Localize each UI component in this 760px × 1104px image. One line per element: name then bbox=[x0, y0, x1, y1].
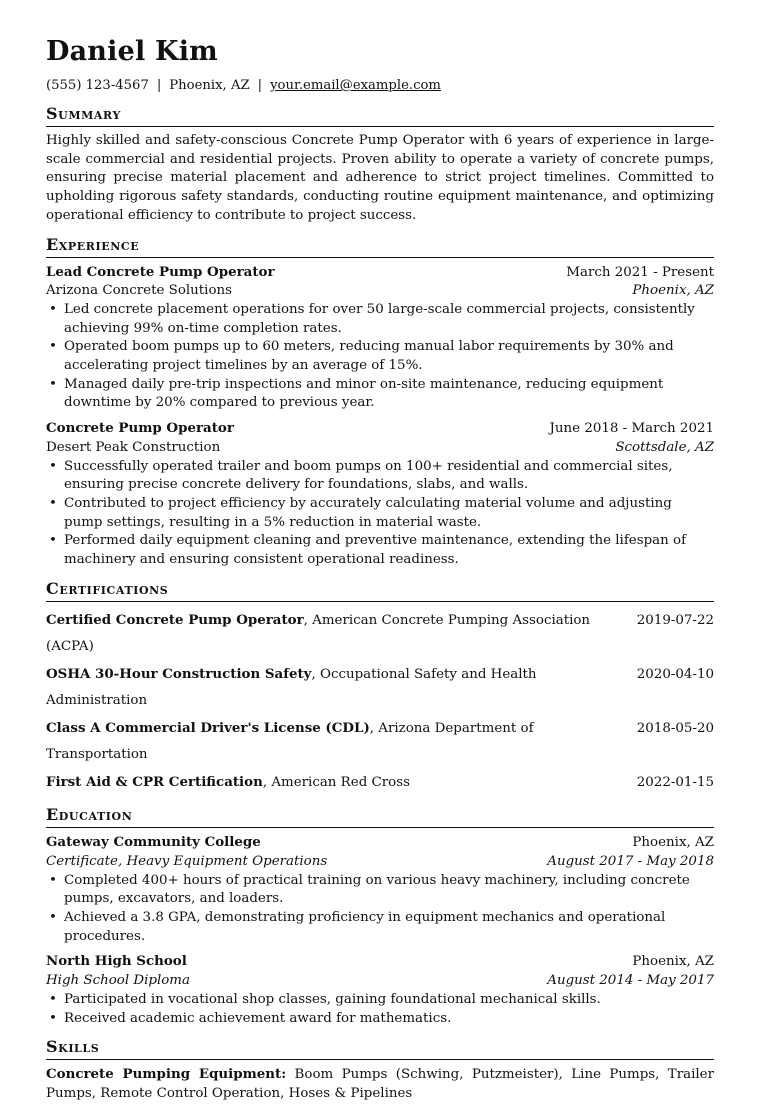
company-name: Arizona Concrete Solutions bbox=[46, 283, 233, 299]
bullet-text: Contributed to project efficiency by accurately calculating material volume and adjusting pump settings, resulting in a 5% reduction in material waste. bbox=[64, 495, 672, 530]
section-title-experience: Experience bbox=[46, 235, 714, 258]
degree-row bbox=[46, 853, 714, 872]
bullet-icon: • bbox=[49, 458, 57, 474]
bullet-item bbox=[49, 495, 714, 532]
phone-number: (555) 123-4567 bbox=[46, 78, 149, 93]
separator: | bbox=[257, 78, 263, 93]
separator: | bbox=[156, 78, 162, 93]
bullet-text: Performed daily equipment cleaning and preventive maintenance, extending the lifespan of machinery and ensuring consistent operational readiness. bbox=[64, 533, 687, 568]
bullet-text: Completed 400+ hours of practical training on various heavy machinery, including concrete pumps, excavators, and loaders. bbox=[64, 872, 690, 907]
section-title-skills: Skills bbox=[46, 1037, 714, 1060]
certification-name: Class A Commercial Driver's License (CDL) bbox=[46, 719, 370, 736]
experience-entry bbox=[46, 263, 714, 414]
job-header bbox=[46, 263, 714, 283]
certification-date: 2018-05-20 bbox=[636, 720, 714, 736]
certification-item bbox=[46, 715, 714, 769]
skills-text bbox=[46, 1065, 714, 1103]
job-bullets bbox=[46, 301, 714, 413]
certification-name: Certified Concrete Pump Operator bbox=[46, 611, 304, 628]
experience-entry bbox=[46, 419, 714, 570]
bullet-icon: • bbox=[49, 872, 57, 888]
bullet-icon: • bbox=[49, 495, 57, 511]
bullet-item bbox=[49, 338, 714, 375]
job-location: Phoenix, AZ bbox=[632, 283, 714, 299]
candidate-name: Daniel Kim bbox=[46, 36, 218, 67]
certification-issuer: , American Concrete Pumping Association (ACPA) bbox=[46, 612, 591, 655]
job-company-row bbox=[46, 282, 714, 301]
bullet-icon: • bbox=[49, 910, 57, 926]
bullet-icon: • bbox=[49, 533, 57, 549]
bullet-item bbox=[49, 532, 714, 569]
education-bullets bbox=[46, 991, 714, 1028]
certification-date: 2022-01-15 bbox=[636, 774, 714, 790]
bullet-icon: • bbox=[49, 991, 57, 1007]
bullet-icon: • bbox=[49, 376, 57, 392]
bullet-item bbox=[49, 909, 714, 946]
degree-name: High School Diploma bbox=[46, 973, 190, 989]
education-dates: August 2017 - May 2018 bbox=[547, 853, 714, 869]
company-name: Desert Peak Construction bbox=[46, 439, 221, 455]
bullet-text: Received academic achievement award for mathematics. bbox=[64, 1010, 452, 1026]
section-title-summary: Summary bbox=[46, 104, 714, 127]
education-bullets bbox=[46, 872, 714, 947]
school-header bbox=[46, 833, 714, 853]
education-entry bbox=[46, 952, 714, 1028]
education-entry bbox=[46, 833, 714, 946]
certifications-list bbox=[46, 607, 714, 797]
job-company-row bbox=[46, 439, 714, 458]
certification-item bbox=[46, 607, 714, 661]
certification-name: OSHA 30-Hour Construction Safety bbox=[46, 665, 312, 682]
bullet-item bbox=[49, 991, 714, 1010]
school-name: Gateway Community College bbox=[46, 834, 261, 851]
bullet-text: Successfully operated trailer and boom pumps on 100+ residential and commercial sites, ensuring precise concrete delivery for foundations, slabs, and walls. bbox=[64, 458, 673, 493]
bullet-text: Led concrete placement operations for over 50 large-scale commercial projects, consistently achieving 99% on-time completion rates. bbox=[64, 301, 695, 336]
certification-issuer: , Occupational Safety and Health Administration bbox=[46, 666, 537, 709]
bullet-icon: • bbox=[49, 1010, 57, 1026]
school-location: Phoenix, AZ bbox=[632, 835, 714, 851]
bullet-text: Managed daily pre-trip inspections and minor on-site maintenance, reducing equipment downtime by 20% compared to previous year. bbox=[64, 376, 664, 411]
bullet-icon: • bbox=[49, 339, 57, 355]
certification-date: 2020-04-10 bbox=[636, 666, 714, 682]
certification-date: 2019-07-22 bbox=[636, 612, 714, 628]
school-name: North High School bbox=[46, 953, 187, 970]
degree-name: Certificate, Heavy Equipment Operations bbox=[46, 853, 328, 869]
job-location: Scottsdale, AZ bbox=[615, 439, 714, 455]
bullet-item bbox=[49, 872, 714, 909]
education-dates: August 2014 - May 2017 bbox=[547, 973, 714, 989]
skills-label: Concrete Pumping Equipment: bbox=[46, 1066, 287, 1083]
certification-issuer: , Arizona Department of Transportation bbox=[46, 720, 534, 763]
bullet-item bbox=[49, 376, 714, 413]
degree-row bbox=[46, 972, 714, 991]
email-link[interactable]: your.email@example.com bbox=[270, 78, 441, 93]
bullet-icon: • bbox=[49, 301, 57, 317]
job-dates: March 2021 - Present bbox=[566, 264, 714, 280]
job-header bbox=[46, 419, 714, 439]
bullet-item bbox=[49, 458, 714, 495]
certification-item bbox=[46, 661, 714, 715]
location: Phoenix, AZ bbox=[169, 78, 250, 93]
job-title: Concrete Pump Operator bbox=[46, 420, 234, 437]
school-header bbox=[46, 952, 714, 972]
skills-list: Boom Pumps (Schwing, Putzmeister), Line Pumps, Trailer Pumps, Remote Control Operation, Hoses & Pipelines bbox=[46, 1067, 714, 1101]
summary-text: Highly skilled and safety-conscious Concrete Pump Operator with 6 years of experience in large-scale commercial and residential projects. Proven ability to operate a variety of concrete pumps, ensuring precise material placement and adherence to strict project timelines. Committed to upholding rigorous safety standards, conducting routine equipment maintenance, and optimizing operational efficiency to contribute to project success. bbox=[46, 133, 714, 223]
contact-line bbox=[46, 77, 714, 95]
certification-name: First Aid & CPR Certification bbox=[46, 773, 263, 790]
job-bullets bbox=[46, 458, 714, 570]
section-title-education: Education bbox=[46, 805, 714, 828]
job-title: Lead Concrete Pump Operator bbox=[46, 263, 275, 280]
certification-issuer: , American Red Cross bbox=[262, 774, 410, 790]
bullet-text: Achieved a 3.8 GPA, demonstrating proficiency in equipment mechanics and operational procedures. bbox=[64, 910, 666, 944]
school-location: Phoenix, AZ bbox=[632, 954, 714, 970]
bullet-item bbox=[49, 1010, 714, 1029]
job-dates: June 2018 - March 2021 bbox=[549, 421, 714, 437]
certification-item bbox=[46, 769, 714, 797]
bullet-text: Participated in vocational shop classes, gaining foundational mechanical skills. bbox=[64, 991, 601, 1007]
section-title-certifications: Certifications bbox=[46, 579, 714, 602]
bullet-text: Operated boom pumps up to 60 meters, reducing manual labor requirements by 30% and accelerating project timelines by an average of 15%. bbox=[64, 339, 674, 374]
bullet-item bbox=[49, 301, 714, 338]
